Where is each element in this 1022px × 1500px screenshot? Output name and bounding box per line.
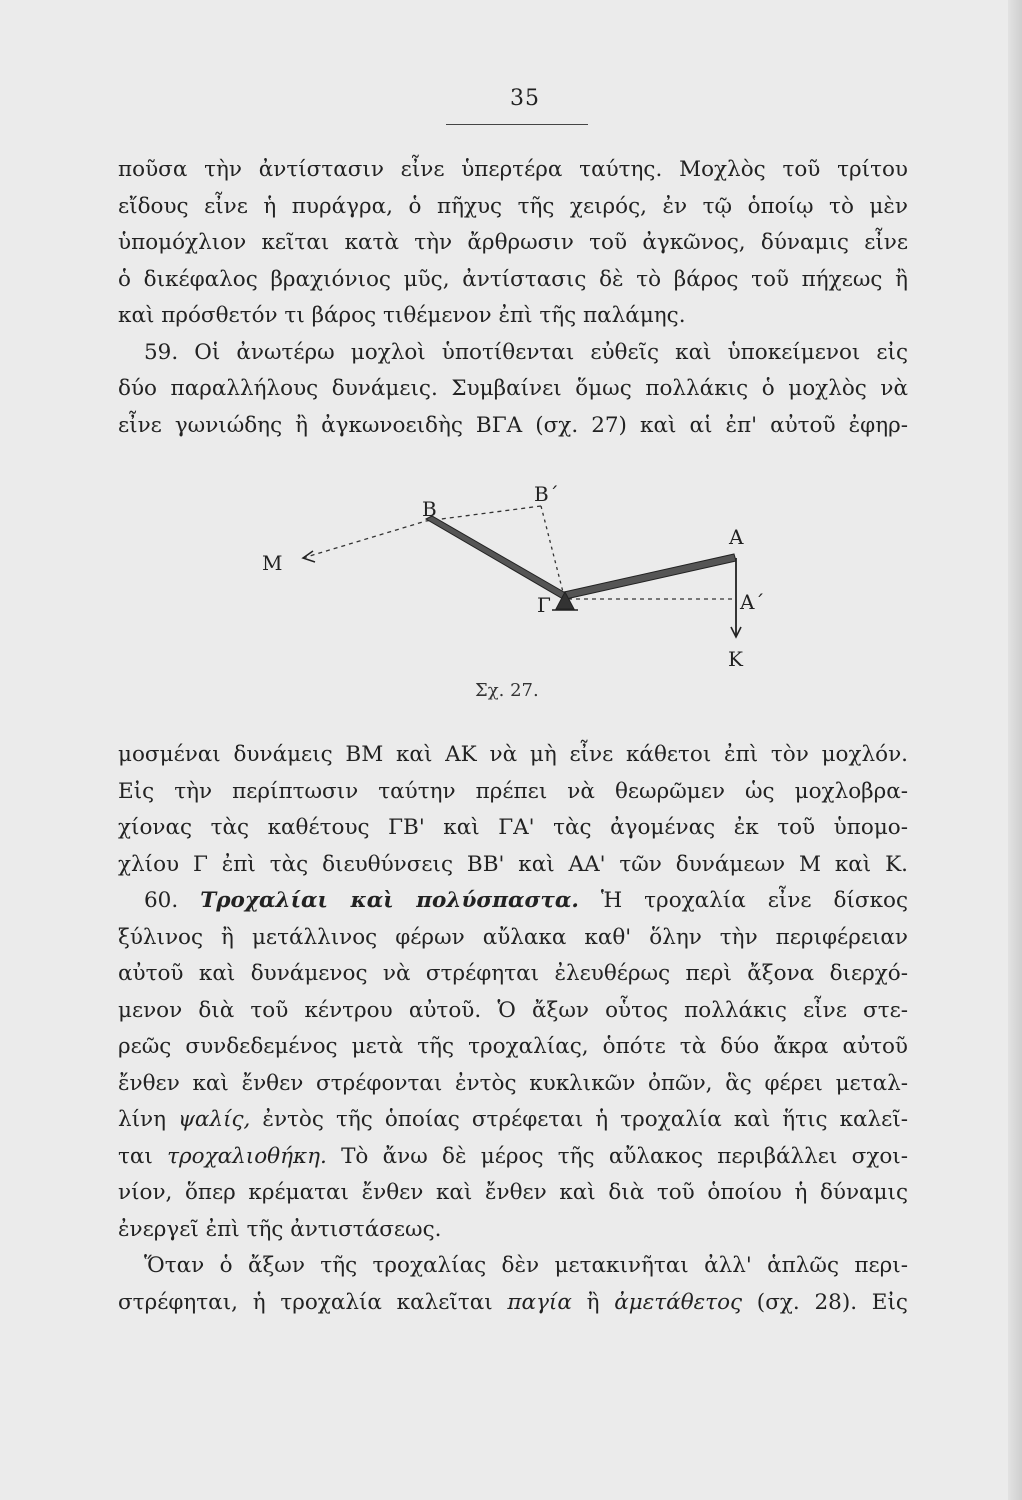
label-b: Β (422, 497, 437, 521)
italic-term: ψαλίς, (178, 1107, 251, 1132)
text-line: χλίου Γ ἐπὶ τὰς διευθύνσεις ΒΒ' καὶ ΑΑ' τῶν δυνάμεων Μ καὶ Κ. (118, 851, 908, 877)
text-line (118, 920, 908, 957)
text-line: μοσμέναι δυνάμεις ΒΜ καὶ ΑΚ νὰ μὴ εἶνε κάθετοι ἐπὶ τὸν μοχλόν. (118, 742, 908, 767)
dashed-line-bb-prime (426, 506, 541, 521)
text-line (118, 1139, 908, 1176)
text-line: χίονας τὰς καθέτους ΓΒ' καὶ ΓΑ' τὰς ἀγομένας ἐκ τοῦ ὑπομο- (118, 815, 908, 840)
header-rule (446, 124, 588, 125)
text-line (118, 1102, 908, 1139)
text-line: 59. Οἱ ἀνωτέρω μοχλοὶ ὑποτίθενται εὐθεῖς καὶ ὑποκείμενοι εἰς (144, 339, 908, 365)
italic-term: ἀμετάθετος (614, 1289, 743, 1315)
text-line: ὑπομόχλιον κεῖται κατὰ τὴν ἄρθρωσιν τοῦ ἀγκῶνος, δύναμις εἶνε (118, 230, 908, 255)
text-line (118, 1285, 908, 1322)
figure-caption: Σχ. 27. (475, 680, 539, 701)
text-line: καὶ πρόσθετόν τι βάρος τιθέμενον ἐπὶ τῆς παλάμης. (118, 303, 686, 328)
text-line: δύο παραλλήλους δυνάμεις. Συμβαίνει ὅμως πολλάκις ὁ μοχλὸς νὰ (118, 376, 908, 401)
force-line-bm (303, 521, 426, 558)
text-segment: νίον, ὅπερ κρέμαται ἔνθεν καὶ ἔνθεν καὶ διὰ τοῦ ὁποίου ἡ δύναμις (118, 1180, 908, 1205)
page-edge (1008, 0, 1022, 1500)
arrow-m-icon (303, 551, 315, 562)
text-segment: ἔνθεν καὶ ἔνθεν στρέφονται ἐντὸς κυκλικῶν ὀπῶν, ἃς φέρει μεταλ- (118, 1070, 908, 1096)
label-m: Μ (262, 551, 283, 575)
section-number: 60. (144, 888, 179, 913)
text-line: ποῦσα τὴν ἀντίστασιν εἶνε ὑπερτέρα ταύτης. Μοχλὸς τοῦ τρίτου (118, 157, 908, 182)
label-k: Κ (728, 647, 743, 671)
text-segment: Ὅταν ὁ ἄξων τῆς τροχαλίας δὲν μετακινῆται ἀλλ' ἁπλῶς περι- (144, 1253, 908, 1278)
paragraph-60-body (118, 920, 908, 1249)
text-line (118, 993, 908, 1030)
text-line: Εἰς τὴν περίπτωσιν ταύτην πρέπει νὰ θεωρῶμεν ὡς μοχλοβρα- (118, 778, 908, 804)
text-segment: αὐτοῦ καὶ δυνάμενος νὰ στρέφηται ἐλευθέρως περὶ ἄξονα διερχό- (118, 961, 908, 986)
text-block-bottom (118, 737, 908, 1321)
figure-27-lever-diagram (250, 478, 810, 718)
lever-arm-ga (564, 554, 736, 599)
text-line (118, 1029, 908, 1066)
text-segment: (σχ. 28). Εἰς (742, 1289, 908, 1315)
text-segment: ἐνεργεῖ ἐπὶ τῆς ἀντιστάσεως. (118, 1216, 442, 1242)
text-segment: ἢ (571, 1289, 615, 1315)
lever-arm-gb (426, 516, 569, 599)
text-segment: ται (118, 1143, 168, 1169)
text-line: εἶνε γωνιώδης ἢ ἀγκωνοειδὴς ΒΓΑ (σχ. 27) καὶ αἱ ἐπ' αὐτοῦ ἐφηρ- (118, 412, 908, 438)
text-segment: ρεῶς συνδεδεμένος μετὰ τῆς τροχαλίας, ὁπότε τὰ δύο ἄκρα αὐτοῦ (118, 1034, 908, 1059)
text-line: ὁ δικέφαλος βραχιόνιος μῦς, ἀντίστασις δὲ τὸ βάρος τοῦ πήχεως ἢ (118, 266, 908, 292)
label-g: Γ (537, 593, 551, 617)
text-line (118, 1212, 908, 1249)
text-segment: στρέφηται, ἡ τροχαλία καλεῖται (118, 1289, 508, 1315)
section-title: Τροχαλίαι καὶ πολύσπαστα. (200, 888, 579, 913)
text-segment: ἐντὸς τῆς ὁποίας στρέφεται ἡ τροχαλία καὶ ἥτις καλεῖ- (250, 1107, 909, 1132)
text-line (118, 1248, 908, 1285)
page-number: 35 (510, 86, 540, 111)
text-segment: λίνη (118, 1107, 179, 1132)
text-segment: Τὸ ἄνω δὲ μέρος τῆς αὔλακος περιβάλλει σχοι- (326, 1143, 908, 1169)
paragraph-fixed-pulley (118, 1248, 908, 1321)
text-segment: μενον διὰ τοῦ κέντρου αὐτοῦ. Ὁ ἄξων οὗτος πολλάκις εἶνε στε- (118, 997, 908, 1023)
text-block-top (118, 152, 908, 444)
label-a: Α (729, 525, 744, 549)
italic-term: παγία (507, 1289, 572, 1315)
label-a-prime: Α΄ (740, 590, 765, 614)
section-60-heading-line (118, 883, 908, 920)
section-first-line-rest: Ἡ τροχαλία εἶνε δίσκος (578, 888, 908, 913)
italic-term: τροχαλιοθήκη. (167, 1143, 327, 1169)
text-line (118, 956, 908, 993)
text-segment: ξύλινος ἢ μετάλλινος φέρων αὔλακα καθ' ὅλην τὴν περιφέρειαν (118, 924, 908, 950)
text-line: εἴδους εἶνε ἡ πυράγρα, ὁ πῆχυς τῆς χειρός, ἐν τῷ ὁποίῳ τὸ μὲν (118, 193, 908, 219)
label-b-prime: Β΄ (534, 482, 559, 506)
text-line (118, 1175, 908, 1212)
text-line (118, 1066, 908, 1103)
